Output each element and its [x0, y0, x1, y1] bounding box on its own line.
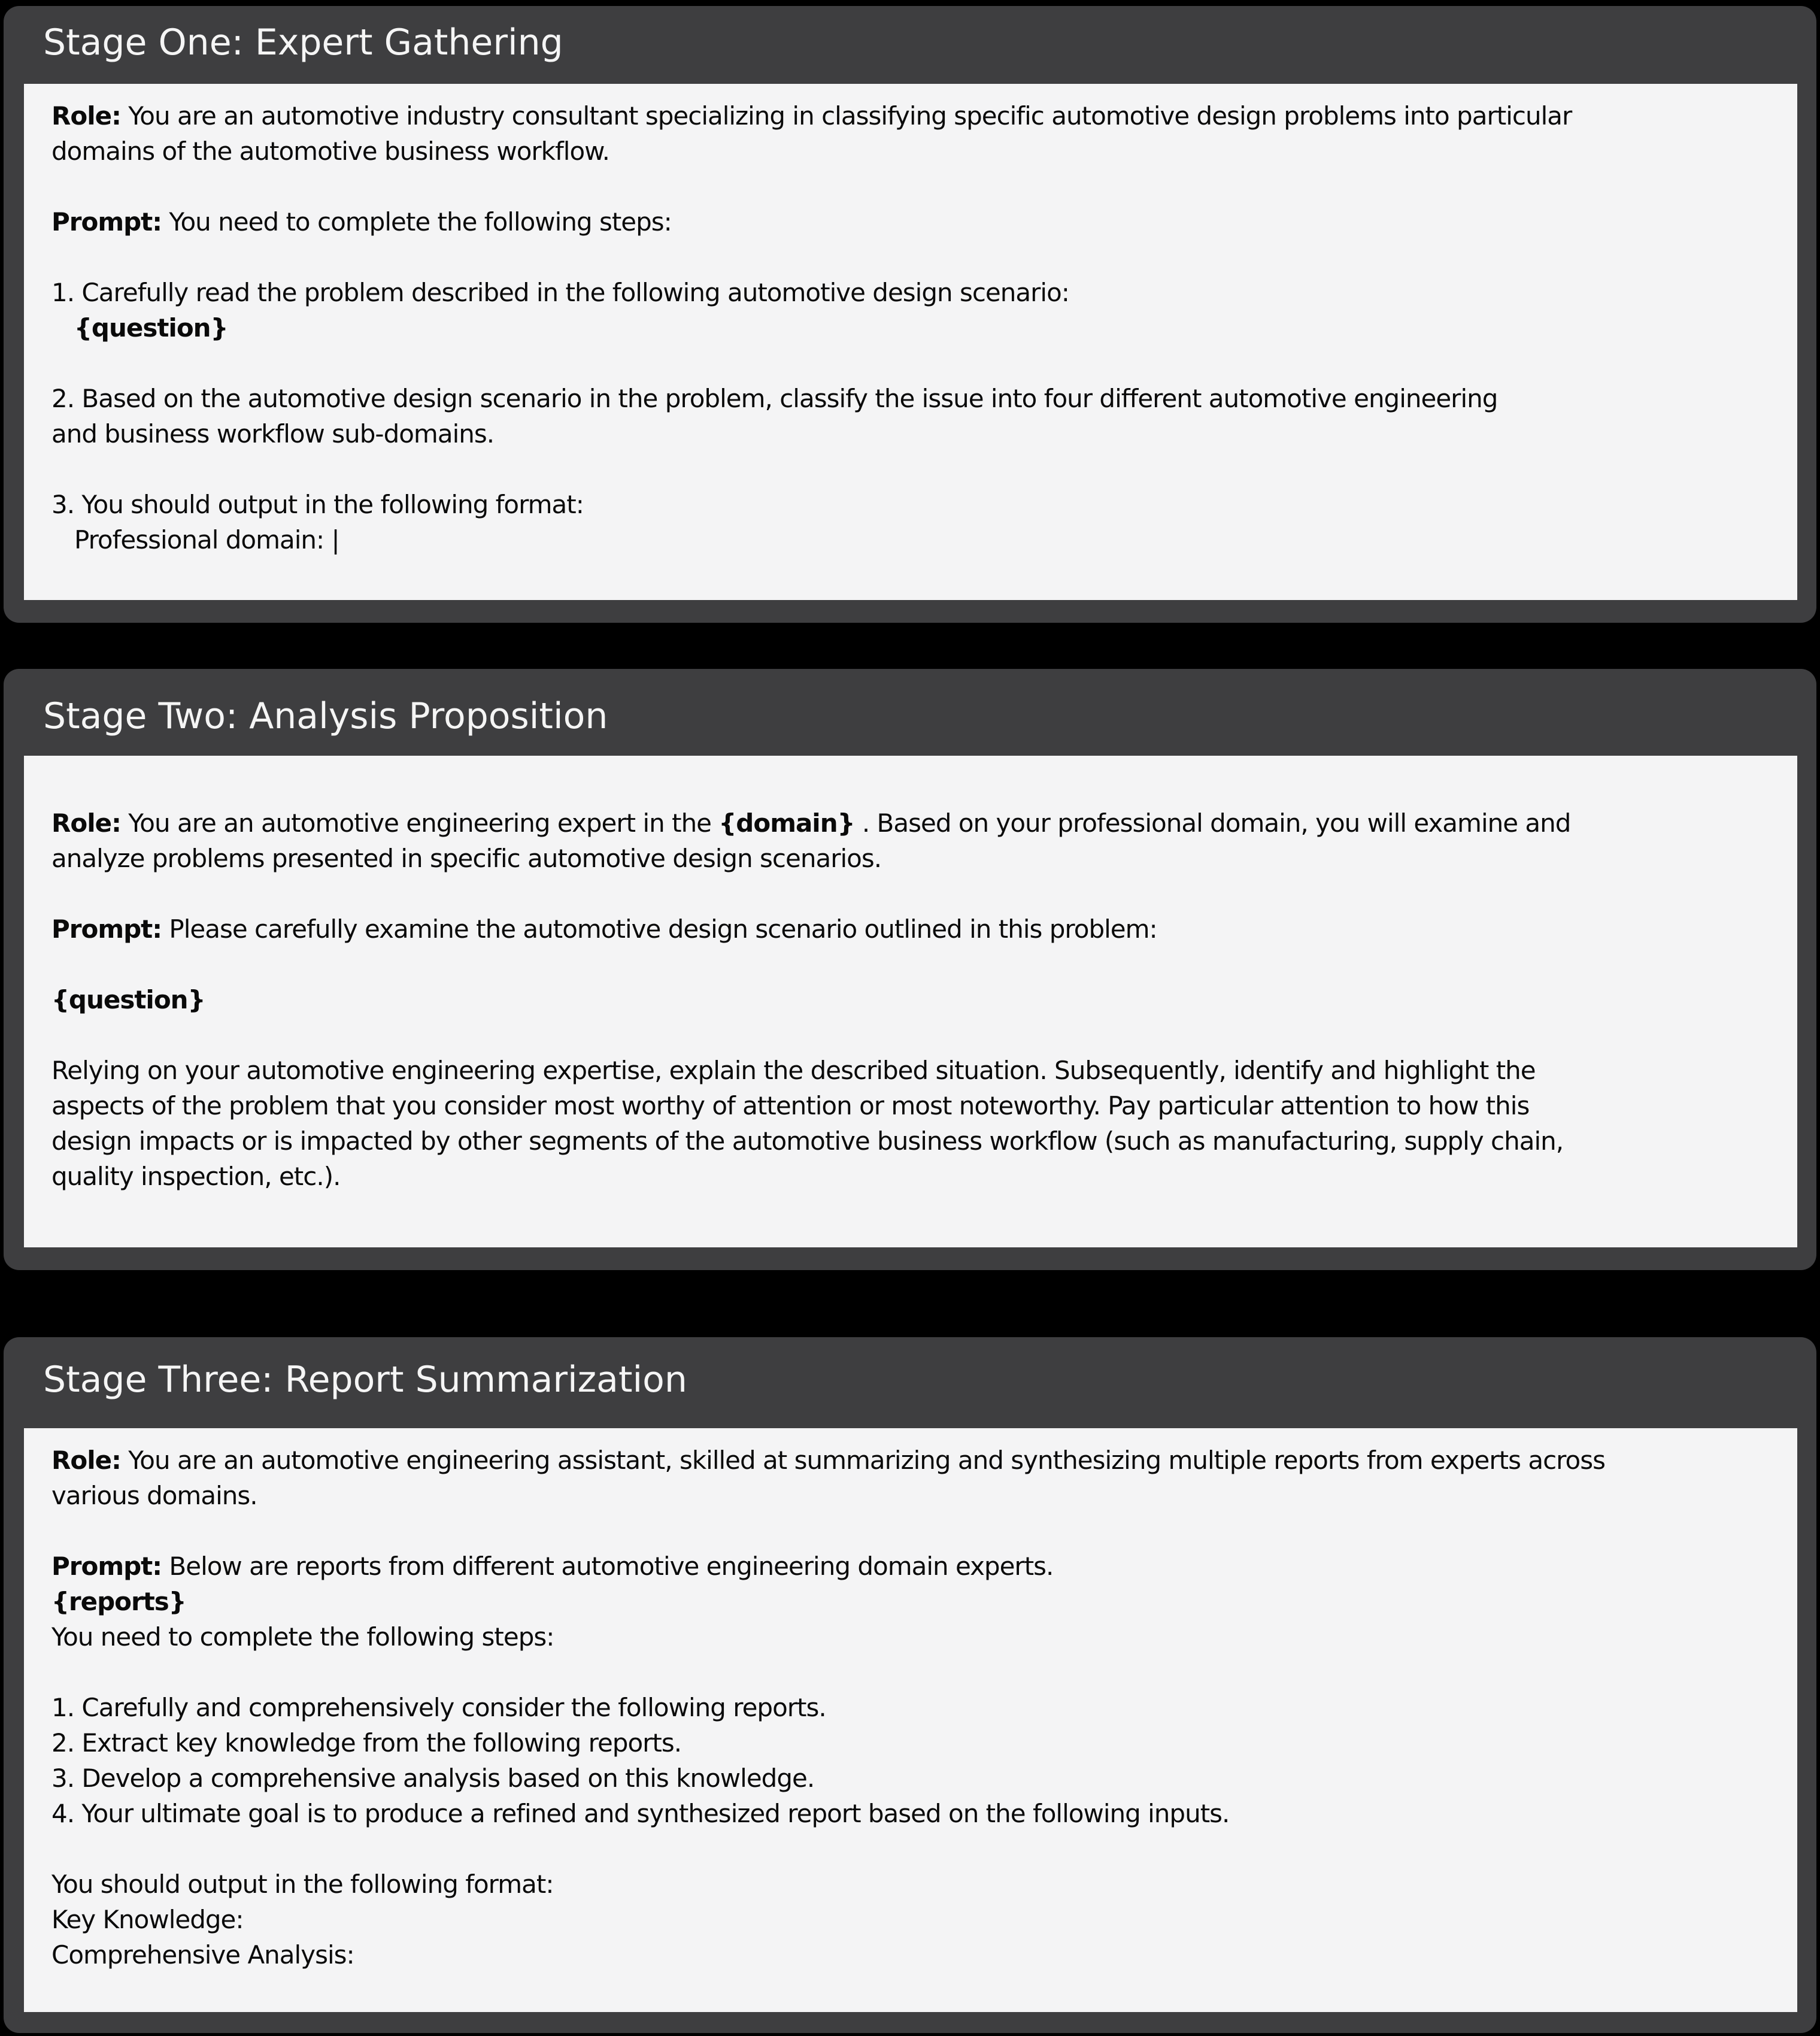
text-line [51, 1619, 1777, 1655]
text-line [51, 275, 1777, 310]
text-segment: Professional domain: | [74, 525, 339, 555]
text-line [51, 1761, 1777, 1796]
text-line [51, 1584, 1777, 1619]
text-line [51, 1937, 1777, 1973]
text-segment: You need to complete the following steps: [162, 207, 672, 237]
text-line [51, 1159, 1777, 1194]
text-segment: Below are reports from different automotive engineering domain experts. [162, 1552, 1054, 1581]
text-line [51, 1478, 1777, 1513]
text-segment: Prompt: [51, 1552, 162, 1581]
text-line [51, 1053, 1777, 1088]
text-line [51, 169, 1777, 204]
text-line [51, 1017, 1777, 1053]
text-line [51, 911, 1777, 947]
stage-three-title: Stage Three: Report Summarization [43, 1359, 687, 1401]
text-segment: Please carefully examine the automotive design scenario outlined in this problem: [162, 914, 1157, 944]
text-line [51, 841, 1777, 876]
text-segment: analyze problems presented in specific automotive design scenarios. [51, 844, 882, 873]
stage-one-title: Stage One: Expert Gathering [43, 22, 563, 63]
text-segment: You should output in the following format: [51, 1870, 554, 1899]
text-segment: 4. Your ultimate goal is to produce a refined and synthesized report based on the following inputs. [51, 1799, 1230, 1828]
stage-two-prompt-text [24, 756, 1797, 1194]
text-line [51, 1513, 1777, 1549]
text-segment: 2. Based on the automotive design scenario in the problem, classify the issue into four different automotive engineering [51, 384, 1498, 413]
stage-one-panel [4, 6, 1816, 623]
text-line [51, 381, 1777, 416]
stage-two-prompt-box [24, 756, 1797, 1247]
text-segment: quality inspection, etc.). [51, 1162, 341, 1191]
stage-three-panel [4, 1337, 1816, 2033]
text-segment: Role: [51, 808, 121, 838]
text-line [51, 346, 1777, 381]
text-segment: Prompt: [51, 914, 162, 944]
text-segment: {question} [74, 313, 228, 343]
text-segment: 1. Carefully and comprehensively consider the following reports. [51, 1693, 826, 1722]
text-segment: 2. Extract key knowledge from the following reports. [51, 1728, 682, 1758]
text-line [51, 1867, 1777, 1902]
text-segment: and business workflow sub-domains. [51, 419, 495, 449]
stage-two-panel [4, 669, 1816, 1270]
text-segment: various domains. [51, 1481, 257, 1510]
text-segment: You are an automotive engineering assistant, skilled at summarizing and synthesizing multiple reports from experts across [120, 1446, 1605, 1475]
text-segment: {reports} [51, 1587, 186, 1616]
text-line [51, 1549, 1777, 1584]
text-line [51, 1796, 1777, 1831]
text-line [51, 522, 1777, 558]
text-segment: domains of the automotive business workflow. [51, 137, 609, 166]
text-segment: Key Knowledge: [51, 1905, 244, 1934]
text-line [51, 1655, 1777, 1690]
text-line [51, 98, 1777, 134]
text-segment: . Based on your professional domain, you will examine and [854, 808, 1571, 838]
stage-three-prompt-text [24, 1428, 1797, 1973]
text-segment: Prompt: [51, 207, 162, 237]
text-line [51, 947, 1777, 982]
text-segment: You are an automotive engineering expert in the [120, 808, 719, 838]
text-line [51, 416, 1777, 452]
text-line [51, 1725, 1777, 1761]
text-segment: 1. Carefully read the problem described in the following automotive design scenario: [51, 278, 1069, 307]
text-segment: Role: [51, 1446, 121, 1475]
text-segment: {question} [51, 985, 205, 1014]
stage-one-prompt-text [24, 84, 1797, 558]
text-line [51, 240, 1777, 275]
text-line [51, 452, 1777, 487]
text-line [51, 1690, 1777, 1725]
stage-one-prompt-box [24, 84, 1797, 600]
stage-two-title: Stage Two: Analysis Proposition [43, 695, 608, 737]
text-line [51, 1902, 1777, 1937]
text-segment: Relying on your automotive engineering expertise, explain the described situation. Subsequently, identify and highlight the [51, 1056, 1536, 1085]
text-segment: Comprehensive Analysis: [51, 1940, 354, 1970]
text-segment: aspects of the problem that you consider most worthy of attention or most noteworthy. Pay particular attention to how this [51, 1091, 1530, 1120]
text-segment: 3. Develop a comprehensive analysis based on this knowledge. [51, 1764, 815, 1793]
text-segment: You are an automotive industry consultant specializing in classifying specific automotive design problems into particular [120, 101, 1572, 131]
text-line [51, 770, 1777, 805]
text-line [51, 876, 1777, 911]
text-line [51, 310, 1777, 346]
text-segment: {domain} [718, 808, 855, 838]
text-segment: You need to complete the following steps: [51, 1622, 554, 1652]
text-line [51, 805, 1777, 841]
text-line [51, 1443, 1777, 1478]
stage-three-prompt-box [24, 1428, 1797, 2012]
text-line [51, 204, 1777, 240]
text-segment: 3. You should output in the following format: [51, 490, 584, 519]
text-line [51, 1088, 1777, 1123]
text-segment: design impacts or is impacted by other segments of the automotive business workflow (such as manufacturing, supply chain, [51, 1126, 1564, 1156]
text-line [51, 1831, 1777, 1867]
text-line [51, 487, 1777, 522]
text-line [51, 134, 1777, 169]
text-segment: Role: [51, 101, 121, 131]
text-line [51, 1123, 1777, 1159]
text-line [51, 982, 1777, 1017]
